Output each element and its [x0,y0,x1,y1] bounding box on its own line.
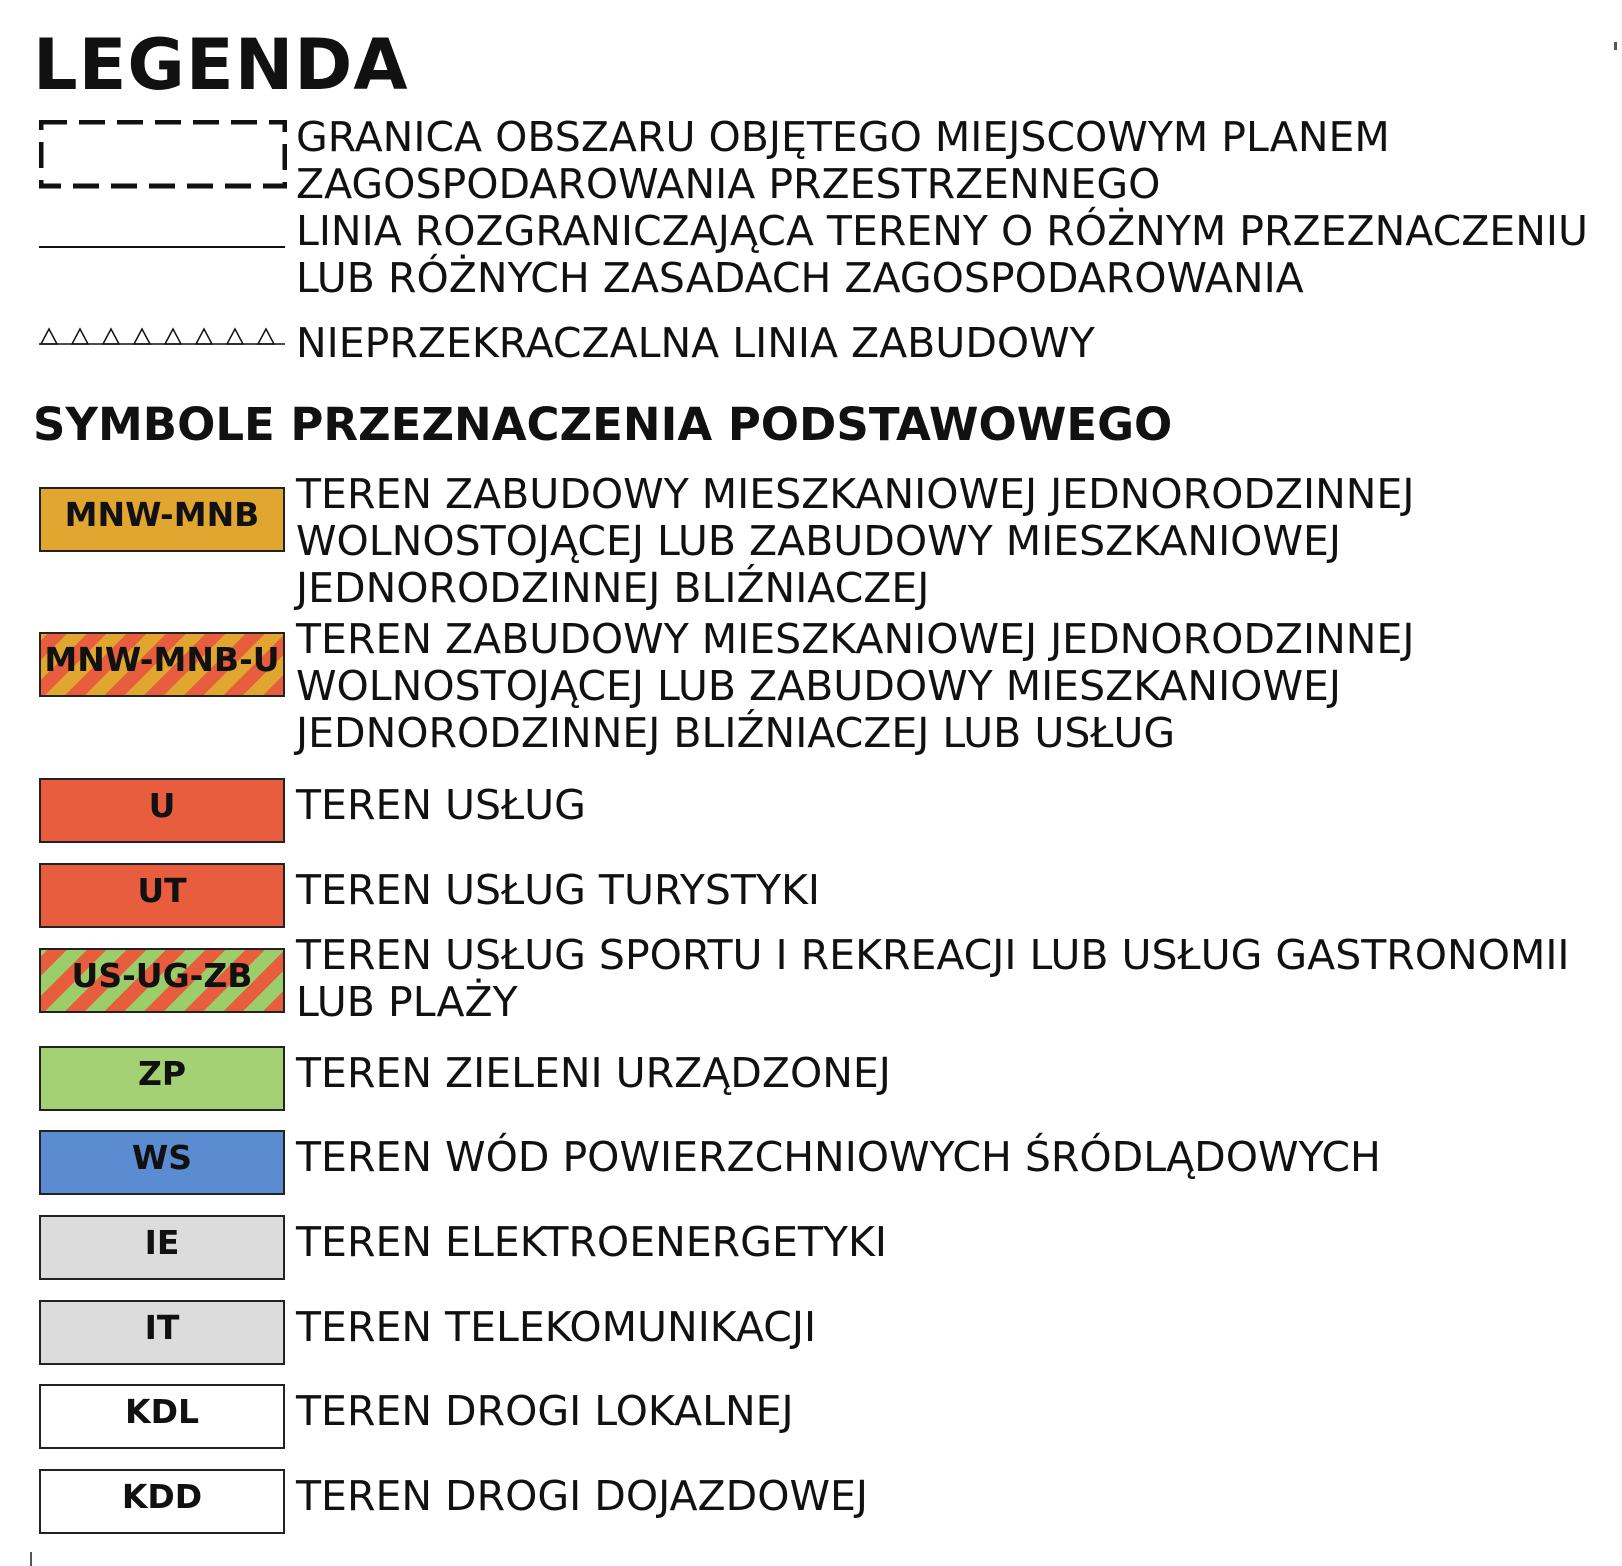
swatch-kdd: KDD [39,1469,285,1534]
symbol-description: TEREN ZABUDOWY MIESZKANIOWEJ JEDNORODZINNEJ WOLNOSTOJĄCEJ LUB ZABUDOWY MIESZKANIOWEJ JEDNORODZINNEJ BLIŹNIACZEJ LUB USŁUG [296,615,1415,757]
building-line-description: NIEPRZEKRACZALNA LINIA ZABUDOWY [296,319,1095,367]
swatch-it: IT [39,1300,285,1365]
symbol-description: TEREN USŁUG [296,781,586,829]
boundary-description: GRANICA OBSZARU OBJĘTEGO MIEJSCOWYM PLANEM ZAGOSPODAROWANIA PRZESTRZENNEGO [296,113,1390,208]
dashed-boundary-icon [39,120,287,190]
symbols-title: SYMBOLE PRZEZNACZENIA PODSTAWOWEGO [33,398,1173,451]
swatch-ut: UT [39,863,285,928]
triangle-line-icon [39,322,287,352]
swatch-ie: IE [39,1215,285,1280]
solid-line-description: LINIA ROZGRANICZAJĄCA TERENY O RÓŻNYM PRZEZNACZENIU LUB RÓŻNYCH ZASADACH ZAGOSPODAROWANIA [296,207,1588,302]
frame-edge-mark [1614,42,1617,50]
symbol-description: TEREN WÓD POWIERZCHNIOWYCH ŚRÓDLĄDOWYCH [296,1133,1381,1181]
symbol-description: TEREN DROGI DOJAZDOWEJ [296,1472,868,1520]
frame-edge-mark [30,1552,32,1566]
swatch-mnw-mnb-u: MNW-MNB-U [39,632,285,697]
symbol-description: TEREN USŁUG SPORTU I REKREACJI LUB USŁUG GASTRONOMII LUB PLAŻY [296,931,1570,1026]
swatch-kdl: KDL [39,1384,285,1449]
symbol-description: TEREN ELEKTROENERGETYKI [296,1218,887,1266]
legend-title: LEGENDA [33,24,409,106]
symbol-description: TEREN ZIELENI URZĄDZONEJ [296,1049,891,1097]
swatch-zp: ZP [39,1046,285,1111]
swatch-u: U [39,778,285,843]
symbol-description: TEREN TELEKOMUNIKACJI [296,1303,817,1351]
symbol-description: TEREN DROGI LOKALNEJ [296,1387,794,1435]
symbol-description: TEREN ZABUDOWY MIESZKANIOWEJ JEDNORODZINNEJ WOLNOSTOJĄCEJ LUB ZABUDOWY MIESZKANIOWEJ JEDNORODZINNEJ BLIŹNIACZEJ [296,470,1415,612]
solid-line-icon [39,214,287,254]
swatch-us-ug-zb: US-UG-ZB [39,948,285,1013]
swatch-ws: WS [39,1130,285,1195]
symbol-description: TEREN USŁUG TURYSTYKI [296,866,820,914]
swatch-mnw-mnb: MNW-MNB [39,487,285,552]
